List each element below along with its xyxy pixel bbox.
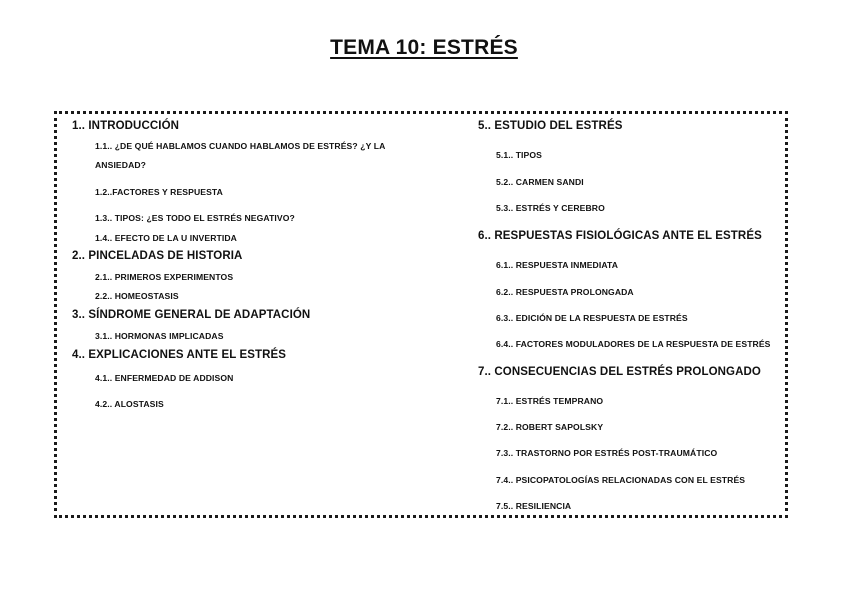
toc-subsection-5-2: 5.2.. CARMEN SANDI bbox=[496, 177, 584, 187]
toc-section-2: 2.. PINCELADAS DE HISTORIA bbox=[72, 250, 243, 262]
toc-subsection-7-2: 7.2.. ROBERT SAPOLSKY bbox=[496, 422, 604, 432]
toc-subsection-7-5: 7.5.. RESILIENCIA bbox=[496, 501, 572, 511]
toc-subsection-7-4: 7.4.. PSICOPATOLOGÍAS RELACIONADAS CON EL ESTRÉS bbox=[496, 475, 746, 485]
toc-subsection-2-1: 2.1.. PRIMEROS EXPERIMENTOS bbox=[95, 272, 234, 282]
toc-section-6: 6.. RESPUESTAS FISIOLÓGICAS ANTE EL ESTRÉS bbox=[478, 230, 762, 242]
toc-subsection-6-3: 6.3.. EDICIÓN DE LA RESPUESTA DE ESTRÉS bbox=[496, 313, 688, 323]
toc-subsection-1-4: 1.4.. EFECTO DE LA U INVERTIDA bbox=[95, 233, 237, 243]
toc-subsection-7-3: 7.3.. TRASTORNO POR ESTRÉS POST-TRAUMÁTICO bbox=[496, 448, 718, 458]
toc-subsection-6-2: 6.2.. RESPUESTA PROLONGADA bbox=[496, 287, 634, 297]
toc-subsection-3-1: 3.1.. HORMONAS IMPLICADAS bbox=[95, 331, 224, 341]
toc-section-1: 1.. INTRODUCCIÓN bbox=[72, 120, 180, 132]
toc-subsection-7-1: 7.1.. ESTRÉS TEMPRANO bbox=[496, 396, 604, 406]
toc-section-4: 4.. EXPLICACIONES ANTE EL ESTRÉS bbox=[72, 349, 287, 361]
toc-subsection-2-2: 2.2.. HOMEOSTASIS bbox=[95, 291, 179, 301]
toc-subsection-1-3: 1.3.. TIPOS: ¿ES TODO EL ESTRÉS NEGATIVO? bbox=[95, 213, 295, 223]
toc-section-5: 5.. ESTUDIO DEL ESTRÉS bbox=[478, 120, 623, 132]
toc-subsection-4-2: 4.2.. ALOSTASIS bbox=[95, 399, 164, 409]
toc-section-3: 3.. SÍNDROME GENERAL DE ADAPTACIÓN bbox=[72, 309, 311, 321]
toc-subsection-6-4: 6.4.. FACTORES MODULADORES DE LA RESPUESTA DE ESTRÉS bbox=[496, 339, 771, 349]
page-title: TEMA 10: ESTRÉS bbox=[330, 36, 518, 59]
toc-subsection-4-1: 4.1.. ENFERMEDAD DE ADDISON bbox=[95, 373, 234, 383]
toc-subsection-1-2: 1.2..FACTORES Y RESPUESTA bbox=[95, 187, 223, 197]
table-of-contents bbox=[54, 111, 788, 518]
toc-subsection-1-1: 1.1.. ¿DE QUÉ HABLAMOS CUANDO HABLAMOS DE ESTRÉS? ¿Y LA ANSIEDAD? bbox=[95, 141, 386, 170]
toc-subsection-6-1: 6.1.. RESPUESTA INMEDIATA bbox=[496, 260, 619, 270]
toc-subsection-5-3: 5.3.. ESTRÉS Y CEREBRO bbox=[496, 203, 605, 213]
toc-subsection-5-1: 5.1.. TIPOS bbox=[496, 150, 542, 160]
toc-section-7: 7.. CONSECUENCIAS DEL ESTRÉS PROLONGADO bbox=[478, 366, 761, 378]
